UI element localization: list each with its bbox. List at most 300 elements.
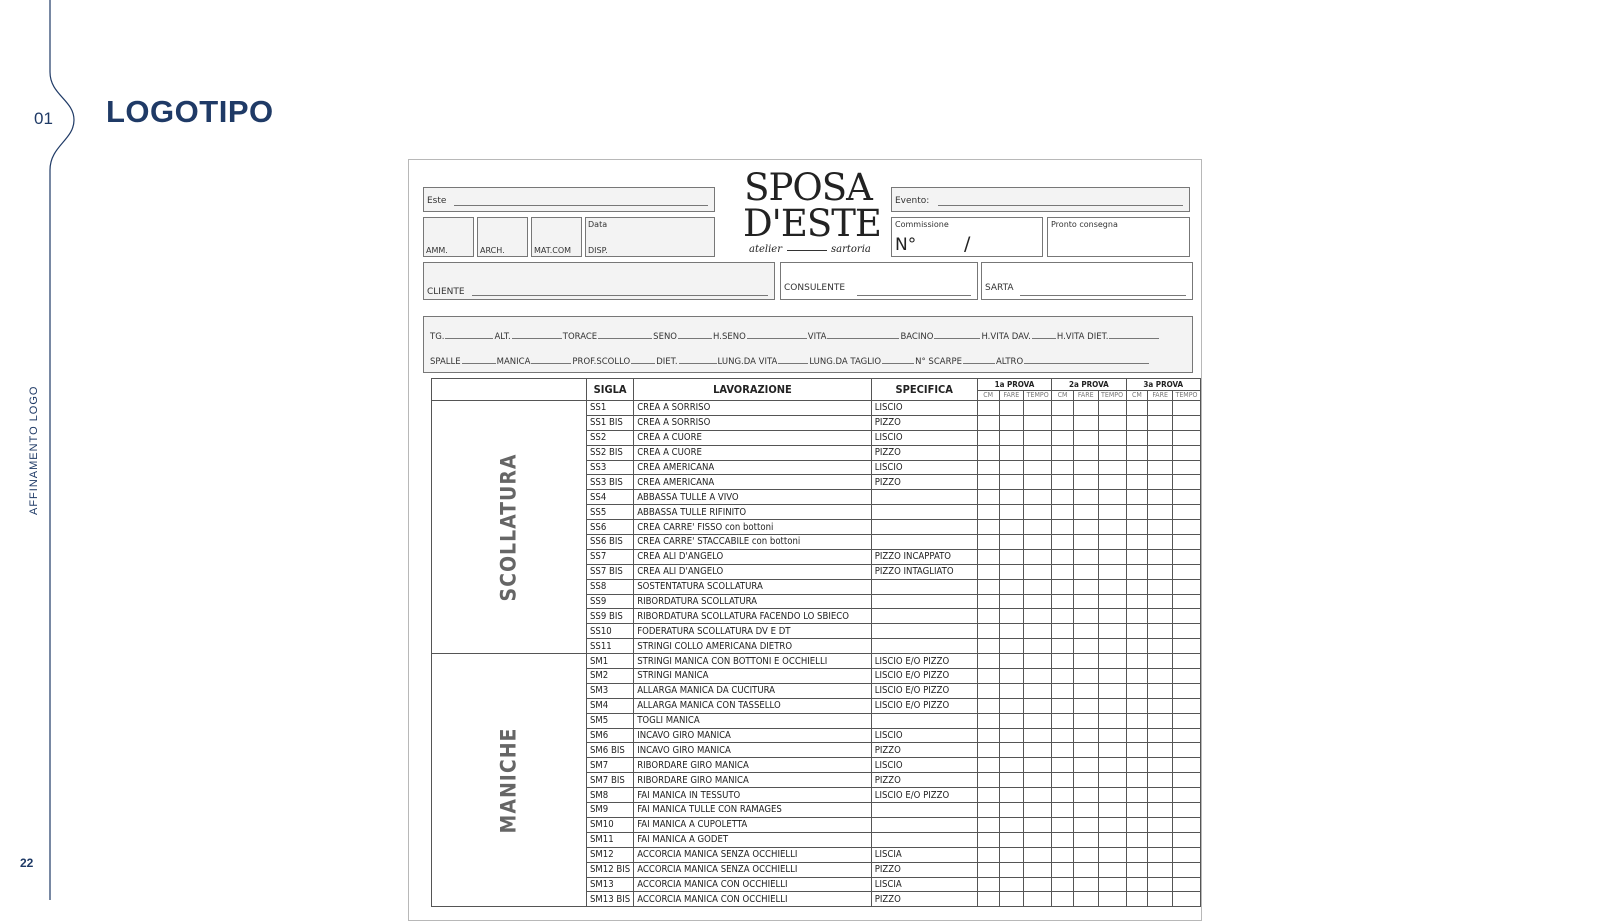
prova-input-cell[interactable] xyxy=(1073,743,1098,758)
prova-input-cell[interactable] xyxy=(1148,594,1173,609)
prova-input-cell[interactable] xyxy=(1148,609,1173,624)
prova-input-cell[interactable] xyxy=(977,520,999,535)
prova-input-cell[interactable] xyxy=(1073,654,1098,669)
prova-input-cell[interactable] xyxy=(999,862,1024,877)
prova-input-cell[interactable] xyxy=(999,683,1024,698)
prova-input-cell[interactable] xyxy=(1052,490,1074,505)
prova-input-cell[interactable] xyxy=(1172,803,1200,818)
prova-input-cell[interactable] xyxy=(1148,564,1173,579)
prova-input-cell[interactable] xyxy=(1073,817,1098,832)
prova-input-cell[interactable] xyxy=(1172,579,1200,594)
prova-input-cell[interactable] xyxy=(999,535,1024,550)
prova-input-cell[interactable] xyxy=(1148,713,1173,728)
prova-input-cell[interactable] xyxy=(977,564,999,579)
prova-input-cell[interactable] xyxy=(1148,520,1173,535)
prova-input-cell[interactable] xyxy=(977,847,999,862)
prova-input-cell[interactable] xyxy=(977,743,999,758)
prova-input-cell[interactable] xyxy=(1148,773,1173,788)
prova-input-cell[interactable] xyxy=(1148,505,1173,520)
prova-input-cell[interactable] xyxy=(977,624,999,639)
prova-input-cell[interactable] xyxy=(1172,654,1200,669)
prova-input-cell[interactable] xyxy=(1073,713,1098,728)
prova-input-cell[interactable] xyxy=(1024,505,1052,520)
prova-input-cell[interactable] xyxy=(1052,862,1074,877)
prova-input-cell[interactable] xyxy=(977,430,999,445)
prova-input-cell[interactable] xyxy=(1098,832,1126,847)
prova-input-cell[interactable] xyxy=(977,832,999,847)
prova-input-cell[interactable] xyxy=(1052,535,1074,550)
prova-input-cell[interactable] xyxy=(1073,520,1098,535)
prova-input-cell[interactable] xyxy=(977,594,999,609)
prova-input-cell[interactable] xyxy=(1024,475,1052,490)
prova-input-cell[interactable] xyxy=(1024,832,1052,847)
prova-input-cell[interactable] xyxy=(1073,579,1098,594)
prova-input-cell[interactable] xyxy=(1098,758,1126,773)
prova-input-cell[interactable] xyxy=(1098,401,1126,416)
prova-input-cell[interactable] xyxy=(1172,445,1200,460)
prova-input-cell[interactable] xyxy=(1148,892,1173,907)
prova-input-cell[interactable] xyxy=(1098,505,1126,520)
prova-input-cell[interactable] xyxy=(1126,847,1148,862)
prova-input-cell[interactable] xyxy=(1126,654,1148,669)
prova-input-cell[interactable] xyxy=(1073,490,1098,505)
prova-input-cell[interactable] xyxy=(1172,564,1200,579)
prova-input-cell[interactable] xyxy=(1126,535,1148,550)
prova-input-cell[interactable] xyxy=(1073,624,1098,639)
prova-input-cell[interactable] xyxy=(1073,773,1098,788)
prova-input-cell[interactable] xyxy=(1024,520,1052,535)
prova-input-cell[interactable] xyxy=(1098,683,1126,698)
prova-input-cell[interactable] xyxy=(1052,609,1074,624)
prova-input-cell[interactable] xyxy=(1052,445,1074,460)
prova-input-cell[interactable] xyxy=(1126,460,1148,475)
prova-input-cell[interactable] xyxy=(1172,415,1200,430)
prova-input-cell[interactable] xyxy=(1126,713,1148,728)
prova-input-cell[interactable] xyxy=(977,773,999,788)
prova-input-cell[interactable] xyxy=(1024,743,1052,758)
prova-input-cell[interactable] xyxy=(999,415,1024,430)
prova-input-cell[interactable] xyxy=(1172,832,1200,847)
prova-input-cell[interactable] xyxy=(1148,758,1173,773)
prova-input-cell[interactable] xyxy=(1024,803,1052,818)
prova-input-cell[interactable] xyxy=(1052,430,1074,445)
prova-input-cell[interactable] xyxy=(1098,415,1126,430)
prova-input-cell[interactable] xyxy=(1148,415,1173,430)
prova-input-cell[interactable] xyxy=(977,683,999,698)
prova-input-cell[interactable] xyxy=(1126,698,1148,713)
prova-input-cell[interactable] xyxy=(977,549,999,564)
prova-input-cell[interactable] xyxy=(1052,847,1074,862)
prova-input-cell[interactable] xyxy=(999,609,1024,624)
prova-input-cell[interactable] xyxy=(1098,803,1126,818)
prova-input-cell[interactable] xyxy=(999,490,1024,505)
prova-input-cell[interactable] xyxy=(1172,549,1200,564)
prova-input-cell[interactable] xyxy=(1148,624,1173,639)
prova-input-cell[interactable] xyxy=(1052,728,1074,743)
prova-input-cell[interactable] xyxy=(999,460,1024,475)
prova-input-cell[interactable] xyxy=(977,654,999,669)
prova-input-cell[interactable] xyxy=(977,490,999,505)
prova-input-cell[interactable] xyxy=(1126,564,1148,579)
prova-input-cell[interactable] xyxy=(1098,430,1126,445)
prova-input-cell[interactable] xyxy=(1126,609,1148,624)
prova-input-cell[interactable] xyxy=(1098,520,1126,535)
prova-input-cell[interactable] xyxy=(1052,683,1074,698)
prova-input-cell[interactable] xyxy=(1024,713,1052,728)
prova-input-cell[interactable] xyxy=(1126,862,1148,877)
prova-input-cell[interactable] xyxy=(1148,832,1173,847)
prova-input-cell[interactable] xyxy=(1172,505,1200,520)
prova-input-cell[interactable] xyxy=(1126,549,1148,564)
prova-input-cell[interactable] xyxy=(1126,445,1148,460)
prova-input-cell[interactable] xyxy=(1024,847,1052,862)
prova-input-cell[interactable] xyxy=(1148,535,1173,550)
prova-input-cell[interactable] xyxy=(1126,490,1148,505)
prova-input-cell[interactable] xyxy=(999,773,1024,788)
prova-input-cell[interactable] xyxy=(1098,564,1126,579)
prova-input-cell[interactable] xyxy=(1172,728,1200,743)
prova-input-cell[interactable] xyxy=(1098,549,1126,564)
prova-input-cell[interactable] xyxy=(1024,549,1052,564)
prova-input-cell[interactable] xyxy=(1172,609,1200,624)
prova-input-cell[interactable] xyxy=(1172,520,1200,535)
prova-input-cell[interactable] xyxy=(1126,803,1148,818)
prova-input-cell[interactable] xyxy=(1024,415,1052,430)
prova-input-cell[interactable] xyxy=(1024,609,1052,624)
prova-input-cell[interactable] xyxy=(1073,535,1098,550)
prova-input-cell[interactable] xyxy=(1052,713,1074,728)
prova-input-cell[interactable] xyxy=(1052,892,1074,907)
prova-input-cell[interactable] xyxy=(977,862,999,877)
prova-input-cell[interactable] xyxy=(999,713,1024,728)
prova-input-cell[interactable] xyxy=(1098,728,1126,743)
prova-input-cell[interactable] xyxy=(1024,430,1052,445)
prova-input-cell[interactable] xyxy=(977,669,999,684)
prova-input-cell[interactable] xyxy=(1148,430,1173,445)
prova-input-cell[interactable] xyxy=(1126,669,1148,684)
prova-input-cell[interactable] xyxy=(1148,669,1173,684)
prova-input-cell[interactable] xyxy=(1052,579,1074,594)
prova-input-cell[interactable] xyxy=(1052,415,1074,430)
prova-input-cell[interactable] xyxy=(1126,728,1148,743)
prova-input-cell[interactable] xyxy=(1024,594,1052,609)
prova-input-cell[interactable] xyxy=(1073,415,1098,430)
prova-input-cell[interactable] xyxy=(1073,669,1098,684)
prova-input-cell[interactable] xyxy=(1098,639,1126,654)
prova-input-cell[interactable] xyxy=(1126,773,1148,788)
prova-input-cell[interactable] xyxy=(1024,758,1052,773)
prova-input-cell[interactable] xyxy=(1148,683,1173,698)
prova-input-cell[interactable] xyxy=(977,460,999,475)
prova-input-cell[interactable] xyxy=(1052,788,1074,803)
prova-input-cell[interactable] xyxy=(1126,683,1148,698)
prova-input-cell[interactable] xyxy=(977,505,999,520)
prova-input-cell[interactable] xyxy=(1024,728,1052,743)
prova-input-cell[interactable] xyxy=(1073,505,1098,520)
prova-input-cell[interactable] xyxy=(977,788,999,803)
prova-input-cell[interactable] xyxy=(1073,549,1098,564)
prova-input-cell[interactable] xyxy=(1098,594,1126,609)
prova-input-cell[interactable] xyxy=(1073,892,1098,907)
prova-input-cell[interactable] xyxy=(1024,877,1052,892)
prova-input-cell[interactable] xyxy=(1126,475,1148,490)
prova-input-cell[interactable] xyxy=(977,817,999,832)
prova-input-cell[interactable] xyxy=(1052,624,1074,639)
prova-input-cell[interactable] xyxy=(1098,460,1126,475)
prova-input-cell[interactable] xyxy=(1052,758,1074,773)
prova-input-cell[interactable] xyxy=(999,594,1024,609)
prova-input-cell[interactable] xyxy=(999,728,1024,743)
prova-input-cell[interactable] xyxy=(1052,639,1074,654)
prova-input-cell[interactable] xyxy=(1052,505,1074,520)
prova-input-cell[interactable] xyxy=(1024,624,1052,639)
prova-input-cell[interactable] xyxy=(999,445,1024,460)
prova-input-cell[interactable] xyxy=(1126,832,1148,847)
prova-input-cell[interactable] xyxy=(977,698,999,713)
prova-input-cell[interactable] xyxy=(999,520,1024,535)
prova-input-cell[interactable] xyxy=(1098,669,1126,684)
prova-input-cell[interactable] xyxy=(999,788,1024,803)
prova-input-cell[interactable] xyxy=(999,892,1024,907)
prova-input-cell[interactable] xyxy=(1073,758,1098,773)
prova-input-cell[interactable] xyxy=(1098,624,1126,639)
prova-input-cell[interactable] xyxy=(999,669,1024,684)
prova-input-cell[interactable] xyxy=(1024,564,1052,579)
prova-input-cell[interactable] xyxy=(977,728,999,743)
prova-input-cell[interactable] xyxy=(1024,445,1052,460)
prova-input-cell[interactable] xyxy=(1024,669,1052,684)
prova-input-cell[interactable] xyxy=(1098,654,1126,669)
prova-input-cell[interactable] xyxy=(999,743,1024,758)
prova-input-cell[interactable] xyxy=(1172,788,1200,803)
prova-input-cell[interactable] xyxy=(1148,579,1173,594)
prova-input-cell[interactable] xyxy=(1172,817,1200,832)
prova-input-cell[interactable] xyxy=(1052,773,1074,788)
prova-input-cell[interactable] xyxy=(1073,445,1098,460)
prova-input-cell[interactable] xyxy=(977,758,999,773)
prova-input-cell[interactable] xyxy=(1126,758,1148,773)
prova-input-cell[interactable] xyxy=(1172,460,1200,475)
prova-input-cell[interactable] xyxy=(999,475,1024,490)
prova-input-cell[interactable] xyxy=(1073,401,1098,416)
prova-input-cell[interactable] xyxy=(1098,892,1126,907)
prova-input-cell[interactable] xyxy=(1172,847,1200,862)
prova-input-cell[interactable] xyxy=(1098,579,1126,594)
prova-input-cell[interactable] xyxy=(999,877,1024,892)
prova-input-cell[interactable] xyxy=(1148,862,1173,877)
prova-input-cell[interactable] xyxy=(999,832,1024,847)
prova-input-cell[interactable] xyxy=(1148,743,1173,758)
prova-input-cell[interactable] xyxy=(1098,877,1126,892)
prova-input-cell[interactable] xyxy=(977,892,999,907)
prova-input-cell[interactable] xyxy=(1024,773,1052,788)
prova-input-cell[interactable] xyxy=(1073,803,1098,818)
prova-input-cell[interactable] xyxy=(1098,713,1126,728)
prova-input-cell[interactable] xyxy=(999,847,1024,862)
prova-input-cell[interactable] xyxy=(1073,788,1098,803)
prova-input-cell[interactable] xyxy=(1024,535,1052,550)
prova-input-cell[interactable] xyxy=(1052,877,1074,892)
prova-input-cell[interactable] xyxy=(1073,862,1098,877)
prova-input-cell[interactable] xyxy=(1126,430,1148,445)
prova-input-cell[interactable] xyxy=(1098,862,1126,877)
prova-input-cell[interactable] xyxy=(1172,862,1200,877)
prova-input-cell[interactable] xyxy=(1172,713,1200,728)
prova-input-cell[interactable] xyxy=(1052,475,1074,490)
prova-input-cell[interactable] xyxy=(977,579,999,594)
prova-input-cell[interactable] xyxy=(1098,698,1126,713)
prova-input-cell[interactable] xyxy=(1172,624,1200,639)
prova-input-cell[interactable] xyxy=(1024,639,1052,654)
prova-input-cell[interactable] xyxy=(999,624,1024,639)
prova-input-cell[interactable] xyxy=(1098,773,1126,788)
prova-input-cell[interactable] xyxy=(1098,788,1126,803)
prova-input-cell[interactable] xyxy=(999,564,1024,579)
prova-input-cell[interactable] xyxy=(1172,743,1200,758)
prova-input-cell[interactable] xyxy=(1052,460,1074,475)
prova-input-cell[interactable] xyxy=(977,535,999,550)
prova-input-cell[interactable] xyxy=(1073,639,1098,654)
prova-input-cell[interactable] xyxy=(1052,564,1074,579)
prova-input-cell[interactable] xyxy=(1172,877,1200,892)
prova-input-cell[interactable] xyxy=(1126,401,1148,416)
prova-input-cell[interactable] xyxy=(977,401,999,416)
prova-input-cell[interactable] xyxy=(1024,698,1052,713)
prova-input-cell[interactable] xyxy=(1052,520,1074,535)
prova-input-cell[interactable] xyxy=(1172,535,1200,550)
prova-input-cell[interactable] xyxy=(999,430,1024,445)
prova-input-cell[interactable] xyxy=(1024,490,1052,505)
prova-input-cell[interactable] xyxy=(1126,520,1148,535)
prova-input-cell[interactable] xyxy=(1126,817,1148,832)
prova-input-cell[interactable] xyxy=(977,713,999,728)
prova-input-cell[interactable] xyxy=(1052,743,1074,758)
prova-input-cell[interactable] xyxy=(1126,877,1148,892)
prova-input-cell[interactable] xyxy=(1024,401,1052,416)
prova-input-cell[interactable] xyxy=(999,401,1024,416)
prova-input-cell[interactable] xyxy=(1024,862,1052,877)
prova-input-cell[interactable] xyxy=(1148,728,1173,743)
prova-input-cell[interactable] xyxy=(1073,877,1098,892)
prova-input-cell[interactable] xyxy=(999,817,1024,832)
prova-input-cell[interactable] xyxy=(1052,549,1074,564)
prova-input-cell[interactable] xyxy=(1148,639,1173,654)
prova-input-cell[interactable] xyxy=(1024,892,1052,907)
prova-input-cell[interactable] xyxy=(1148,549,1173,564)
prova-input-cell[interactable] xyxy=(1172,639,1200,654)
prova-input-cell[interactable] xyxy=(1172,430,1200,445)
prova-input-cell[interactable] xyxy=(977,803,999,818)
prova-input-cell[interactable] xyxy=(1052,832,1074,847)
prova-input-cell[interactable] xyxy=(1098,817,1126,832)
prova-input-cell[interactable] xyxy=(1073,609,1098,624)
prova-input-cell[interactable] xyxy=(1172,683,1200,698)
prova-input-cell[interactable] xyxy=(1126,415,1148,430)
prova-input-cell[interactable] xyxy=(1024,579,1052,594)
prova-input-cell[interactable] xyxy=(1126,505,1148,520)
prova-input-cell[interactable] xyxy=(977,609,999,624)
prova-input-cell[interactable] xyxy=(999,698,1024,713)
prova-input-cell[interactable] xyxy=(1148,788,1173,803)
prova-input-cell[interactable] xyxy=(1148,698,1173,713)
prova-input-cell[interactable] xyxy=(1024,460,1052,475)
prova-input-cell[interactable] xyxy=(1073,564,1098,579)
prova-input-cell[interactable] xyxy=(1052,654,1074,669)
prova-input-cell[interactable] xyxy=(1126,594,1148,609)
prova-input-cell[interactable] xyxy=(1148,401,1173,416)
prova-input-cell[interactable] xyxy=(999,654,1024,669)
prova-input-cell[interactable] xyxy=(1024,817,1052,832)
prova-input-cell[interactable] xyxy=(1172,475,1200,490)
prova-input-cell[interactable] xyxy=(1172,490,1200,505)
prova-input-cell[interactable] xyxy=(1073,832,1098,847)
prova-input-cell[interactable] xyxy=(1073,594,1098,609)
prova-input-cell[interactable] xyxy=(1098,490,1126,505)
prova-input-cell[interactable] xyxy=(1098,475,1126,490)
prova-input-cell[interactable] xyxy=(1073,728,1098,743)
prova-input-cell[interactable] xyxy=(1148,817,1173,832)
prova-input-cell[interactable] xyxy=(1126,788,1148,803)
prova-input-cell[interactable] xyxy=(1126,639,1148,654)
prova-input-cell[interactable] xyxy=(1148,803,1173,818)
prova-input-cell[interactable] xyxy=(1073,683,1098,698)
prova-input-cell[interactable] xyxy=(1073,430,1098,445)
prova-input-cell[interactable] xyxy=(1052,669,1074,684)
prova-input-cell[interactable] xyxy=(1073,475,1098,490)
prova-input-cell[interactable] xyxy=(1024,654,1052,669)
prova-input-cell[interactable] xyxy=(1073,847,1098,862)
prova-input-cell[interactable] xyxy=(999,505,1024,520)
prova-input-cell[interactable] xyxy=(1098,847,1126,862)
prova-input-cell[interactable] xyxy=(1148,445,1173,460)
prova-input-cell[interactable] xyxy=(1148,847,1173,862)
prova-input-cell[interactable] xyxy=(1148,654,1173,669)
prova-input-cell[interactable] xyxy=(1024,788,1052,803)
prova-input-cell[interactable] xyxy=(1024,683,1052,698)
prova-input-cell[interactable] xyxy=(1172,698,1200,713)
prova-input-cell[interactable] xyxy=(1052,803,1074,818)
prova-input-cell[interactable] xyxy=(1148,460,1173,475)
prova-input-cell[interactable] xyxy=(1052,401,1074,416)
prova-input-cell[interactable] xyxy=(1098,743,1126,758)
prova-input-cell[interactable] xyxy=(1172,669,1200,684)
prova-input-cell[interactable] xyxy=(1052,817,1074,832)
prova-input-cell[interactable] xyxy=(1052,594,1074,609)
prova-input-cell[interactable] xyxy=(1148,877,1173,892)
prova-input-cell[interactable] xyxy=(1172,594,1200,609)
prova-input-cell[interactable] xyxy=(1148,490,1173,505)
prova-input-cell[interactable] xyxy=(999,549,1024,564)
prova-input-cell[interactable] xyxy=(999,803,1024,818)
prova-input-cell[interactable] xyxy=(1098,535,1126,550)
prova-input-cell[interactable] xyxy=(977,639,999,654)
prova-input-cell[interactable] xyxy=(977,475,999,490)
prova-input-cell[interactable] xyxy=(1098,609,1126,624)
prova-input-cell[interactable] xyxy=(1126,892,1148,907)
prova-input-cell[interactable] xyxy=(1148,475,1173,490)
prova-input-cell[interactable] xyxy=(1098,445,1126,460)
prova-input-cell[interactable] xyxy=(999,579,1024,594)
prova-input-cell[interactable] xyxy=(1073,460,1098,475)
prova-input-cell[interactable] xyxy=(1172,892,1200,907)
prova-input-cell[interactable] xyxy=(1052,698,1074,713)
prova-input-cell[interactable] xyxy=(1126,579,1148,594)
prova-input-cell[interactable] xyxy=(977,877,999,892)
prova-input-cell[interactable] xyxy=(999,639,1024,654)
prova-input-cell[interactable] xyxy=(1172,758,1200,773)
prova-input-cell[interactable] xyxy=(1126,624,1148,639)
prova-input-cell[interactable] xyxy=(1172,401,1200,416)
